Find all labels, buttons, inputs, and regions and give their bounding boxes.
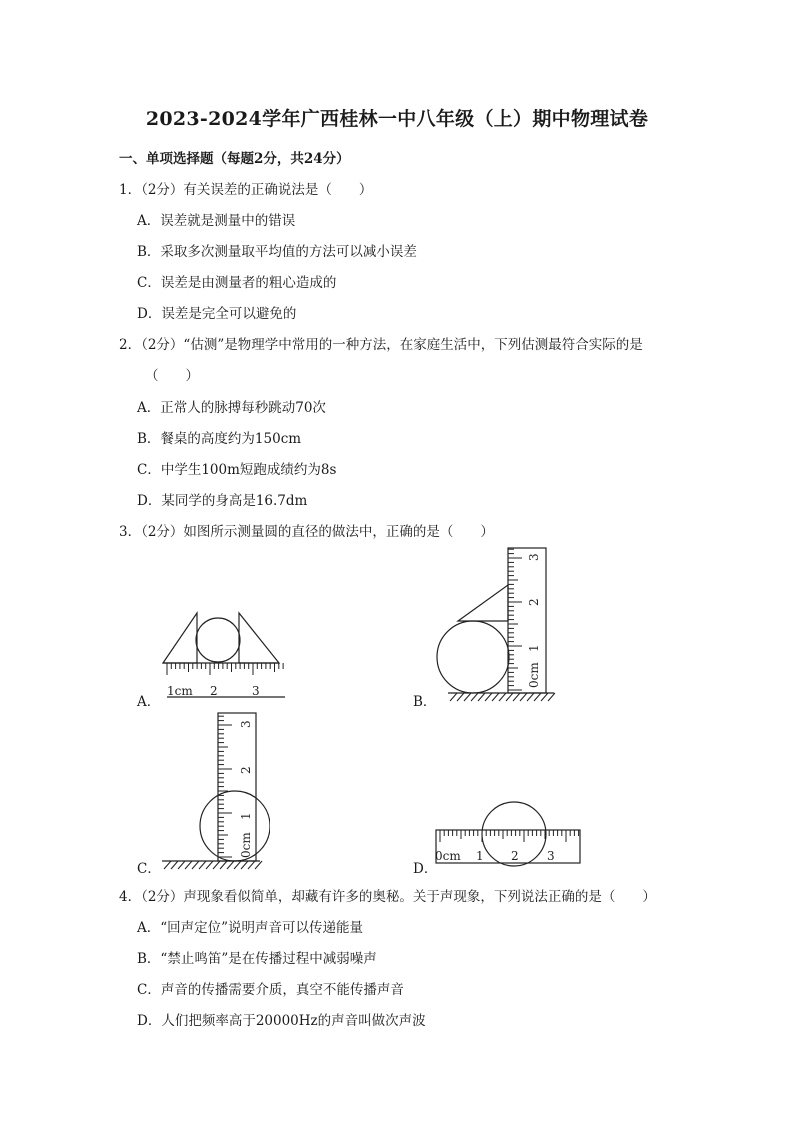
figure-b-diagram	[430, 545, 570, 705]
figure-a-label-2: 2	[210, 684, 218, 698]
figure-a-diagram	[155, 605, 295, 705]
figure-b-hatch	[471, 693, 478, 701]
figure-c-hatch	[227, 861, 234, 869]
figure-b-hatch	[457, 693, 464, 701]
figure-a-left-triangle	[163, 613, 197, 663]
figure-c-hatch	[164, 861, 171, 869]
question-2-option-d: D．某同学的身高是16.7dm	[137, 493, 308, 509]
figure-a-label: A．	[137, 694, 161, 710]
figure-b-hatch	[464, 693, 471, 701]
figure-d-label-2: 2	[511, 849, 519, 863]
question-4-option-d: D．人们把频率高于20000Hz的声音叫做次声波	[137, 1013, 426, 1029]
question-2-option-a: A．正常人的脉搏每秒跳动70次	[137, 400, 326, 416]
figure-c-label: C．	[137, 861, 161, 877]
figure-c-hatch	[192, 861, 199, 869]
figure-c-circle	[200, 791, 270, 861]
figure-b-triangle	[458, 585, 508, 621]
figure-b-hatch	[534, 693, 541, 701]
figure-d-label-1: 1	[476, 849, 484, 863]
figure-d-diagram	[432, 800, 592, 870]
figure-c-hatch	[171, 861, 178, 869]
figure-c-hatch	[255, 861, 262, 869]
figure-c-label-3: 3	[239, 720, 253, 728]
question-4-stem: 4．（2分）声现象看似简单，却藏有许多的奥秘。关于声现象，下列说法正确的是（ ）	[119, 889, 656, 905]
question-2-stem: 2．（2分）“估测”是物理学中常用的一种方法，在家庭生活中，下列估测最符合实际的是	[119, 337, 643, 353]
figure-b-hatch	[548, 693, 555, 701]
figure-d-label-3: 3	[547, 849, 555, 863]
question-1-option-c: C．误差是由测量者的粗心造成的	[137, 275, 337, 291]
figure-c-hatch	[248, 861, 255, 869]
figure-a-label-1cm: 1cm	[167, 684, 193, 698]
figure-b-label-3: 3	[527, 553, 541, 561]
figure-b-label-1: 1	[527, 644, 541, 652]
figure-c-label-0cm: 0cm	[239, 832, 253, 858]
figure-c-hatch	[213, 861, 220, 869]
figure-c-hatch	[178, 861, 185, 869]
figure-b-label: B．	[413, 694, 437, 710]
figure-b-hatch	[506, 693, 513, 701]
figure-b-hatch	[499, 693, 506, 701]
figure-b-hatch	[478, 693, 485, 701]
figure-b-label-2: 2	[527, 598, 541, 606]
figure-b-hatch	[450, 693, 457, 701]
figure-b-hatch	[541, 693, 548, 701]
question-4-option-c: C．声音的传播需要介质，真空不能传播声音	[137, 982, 404, 998]
question-1-option-a: A．误差就是测量中的错误	[137, 213, 296, 229]
question-2-stem-continued: （ ）	[145, 368, 199, 384]
figure-c-diagram	[160, 710, 270, 870]
figure-b-hatch	[520, 693, 527, 701]
figure-b-hatch	[513, 693, 520, 701]
question-1-option-d: D．误差是完全可以避免的	[137, 306, 297, 322]
figure-a-label-3: 3	[252, 684, 260, 698]
figure-c-label-2: 2	[239, 766, 253, 774]
figure-b-label-0cm: 0cm	[527, 662, 541, 688]
question-2-option-c: C．中学生100m短跑成绩约为8s	[137, 462, 337, 478]
page-title: 2023-2024学年广西桂林一中八年级（上）期中物理试卷	[145, 108, 649, 130]
question-1-option-b: B．采取多次测量取平均值的方法可以减小误差	[137, 244, 417, 260]
figure-b-hatch	[485, 693, 492, 701]
question-4-option-b: B．“禁止鸣笛”是在传播过程中减弱噪声	[137, 951, 377, 967]
figure-b-hatch	[527, 693, 534, 701]
figure-d-label-0cm: 0cm	[435, 849, 461, 863]
figure-c-label-1: 1	[239, 812, 253, 820]
figure-c-hatch	[220, 861, 227, 869]
question-4-option-a: A．“回声定位”说明声音可以传递能量	[137, 920, 364, 936]
figure-d-label: D．	[413, 861, 438, 877]
figure-c-hatch	[241, 861, 248, 869]
question-2-option-b: B．餐桌的高度约为150cm	[137, 431, 302, 447]
section-heading: 一、单项选择题（每题2分，共24分）	[119, 151, 350, 167]
question-3-stem: 3．（2分）如图所示测量圆的直径的做法中，正确的是（ ）	[119, 524, 494, 540]
figure-c-hatch	[199, 861, 206, 869]
figure-c-hatch	[234, 861, 241, 869]
figure-b-hatch	[492, 693, 499, 701]
figure-b-circle	[437, 621, 509, 693]
question-1-stem: 1．（2分）有关误差的正确说法是（ ）	[119, 182, 373, 198]
figure-c-hatch	[185, 861, 192, 869]
figure-a-right-triangle	[239, 613, 279, 663]
figure-c-hatch	[206, 861, 213, 869]
figure-a-circle	[196, 618, 240, 662]
